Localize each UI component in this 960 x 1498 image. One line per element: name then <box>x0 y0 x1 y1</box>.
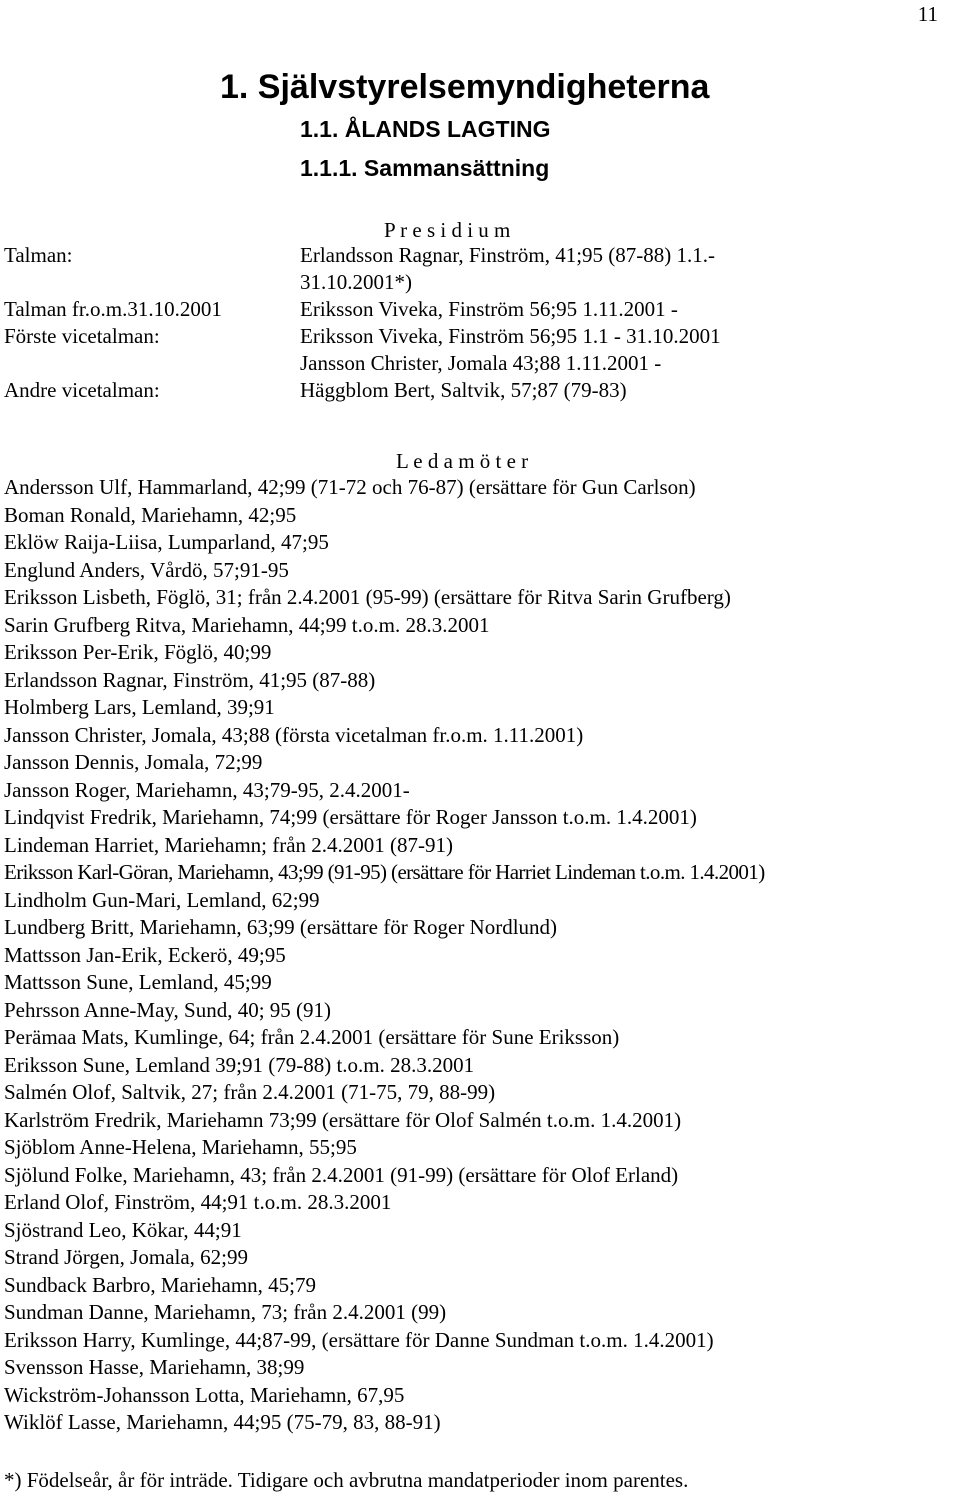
presidium-person: Erlandsson Ragnar, Finström, 41;95 (87-88) 1.1.- <box>300 243 716 267</box>
list-item: Eriksson Harry, Kumlinge, 44;87-99, (ersättare för Danne Sundman t.o.m. 1.4.2001) <box>4 1327 714 1352</box>
list-item: Pehrsson Anne-May, Sund, 40; 95 (91) <box>4 997 332 1022</box>
list-item: Lindeman Harriet, Mariehamn; från 2.4.2001 (87-91) <box>4 832 454 857</box>
list-item: Lindholm Gun-Mari, Lemland, 62;99 <box>4 887 320 912</box>
list-item: Sarin Grufberg Ritva, Mariehamn, 44;99 t.o.m. 28.3.2001 <box>4 612 490 637</box>
list-item: Sjölund Folke, Mariehamn, 43; från 2.4.2001 (91-99) (ersättare för Olof Erland) <box>4 1162 679 1187</box>
list-item: Karlström Fredrik, Mariehamn 73;99 (ersättare för Olof Salmén t.o.m. 1.4.2001) <box>4 1107 682 1132</box>
presidium-person: Häggblom Bert, Saltvik, 57;87 (79-83) <box>300 378 627 402</box>
list-item: Wiklöf Lasse, Mariehamn, 44;95 (75-79, 83, 88-91) <box>4 1410 441 1434</box>
presidium-row <box>4 323 721 350</box>
presidium-person: Eriksson Viveka, Finström 56;95 1.1 - 31.10.2001 <box>300 324 721 348</box>
list-item: Sundman Danne, Mariehamn, 73; från 2.4.2001 (99) <box>4 1300 447 1324</box>
presidium-row <box>4 350 721 377</box>
list-item: Jansson Dennis, Jomala, 72;99 <box>4 750 263 774</box>
list-item: Erlandsson Ragnar, Finström, 41;95 (87-88) <box>4 667 376 692</box>
member-list <box>4 474 765 1437</box>
presidium-role: Talman fr.o.m.31.10.2001 <box>4 297 222 321</box>
list-item: Boman Ronald, Mariehamn, 42;95 <box>4 502 297 527</box>
list-item: Holmberg Lars, Lemland, 39;91 <box>4 695 275 719</box>
section-heading: 1.1. ÅLANDS LAGTING <box>300 116 551 142</box>
list-item: Sjöstrand Leo, Kökar, 44;91 <box>4 1217 242 1242</box>
list-item: Sundback Barbro, Mariehamn, 45;79 <box>4 1272 317 1297</box>
list-item: Mattsson Sune, Lemland, 45;99 <box>4 970 272 994</box>
presidium-role: Talman: <box>4 243 73 267</box>
presidium-role: Andre vicetalman: <box>4 378 160 402</box>
ledamoter-title: L e d a m ö t e r <box>396 449 529 473</box>
presidium-row <box>4 269 721 296</box>
presidium-row <box>4 296 721 323</box>
list-item: Jansson Roger, Mariehamn, 43;79-95, 2.4.2001- <box>4 777 410 802</box>
list-item: Salmén Olof, Saltvik, 27; från 2.4.2001 (71-75, 79, 88-99) <box>4 1080 496 1104</box>
list-item: Lindqvist Fredrik, Mariehamn, 74;99 (ersättare för Roger Jansson t.o.m. 1.4.2001) <box>4 805 697 829</box>
list-item: Sjöblom Anne-Helena, Mariehamn, 55;95 <box>4 1135 357 1159</box>
list-item: Eriksson Per-Erik, Föglö, 40;99 <box>4 640 272 664</box>
list-item: Wickström-Johansson Lotta, Mariehamn, 67,95 <box>4 1382 405 1407</box>
subsection-heading: 1.1.1. Sammansättning <box>300 155 550 181</box>
list-item: Mattsson Jan-Erik, Eckerö, 49;95 <box>4 942 286 967</box>
presidium-row <box>4 242 721 269</box>
list-item: Andersson Ulf, Hammarland, 42;99 (71-72 och 76-87) (ersättare för Gun Carlson) <box>4 475 696 499</box>
list-item: Eriksson Lisbeth, Föglö, 31; från 2.4.2001 (95-99) (ersättare för Ritva Sarin Grufberg) <box>4 585 731 609</box>
presidium-table <box>4 242 721 404</box>
presidium-role <box>4 269 300 296</box>
page-number: 11 <box>917 2 938 26</box>
footnote: *) Födelseår, år för inträde. Tidigare och avbrutna mandatperioder inom parentes. <box>4 1468 689 1492</box>
presidium-person: Jansson Christer, Jomala 43;88 1.11.2001 - <box>300 351 662 375</box>
list-item: Englund Anders, Vårdö, 57;91-95 <box>4 557 289 582</box>
list-item: Lundberg Britt, Mariehamn, 63;99 (ersättare för Roger Nordlund) <box>4 915 558 939</box>
presidium-role: Förste vicetalman: <box>4 324 160 348</box>
presidium-role <box>4 350 300 377</box>
list-item: Eriksson Sune, Lemland 39;91 (79-88) t.o.m. 28.3.2001 <box>4 1052 475 1077</box>
presidium-title: P r e s i d i u m <box>384 218 511 242</box>
list-item: Strand Jörgen, Jomala, 62;99 <box>4 1245 249 1269</box>
list-item: Erland Olof, Finström, 44;91 t.o.m. 28.3.2001 <box>4 1190 392 1214</box>
list-item: Perämaa Mats, Kumlinge, 64; från 2.4.2001 (ersättare för Sune Eriksson) <box>4 1025 620 1049</box>
presidium-person: 31.10.2001*) <box>300 270 412 294</box>
presidium-row <box>4 377 721 404</box>
list-item: Jansson Christer, Jomala, 43;88 (första vicetalman fr.o.m. 1.11.2001) <box>4 722 584 747</box>
presidium-person: Eriksson Viveka, Finström 56;95 1.11.2001 - <box>300 297 678 321</box>
list-item: Eklöw Raija-Liisa, Lumparland, 47;95 <box>4 530 329 554</box>
chapter-heading: 1. Självstyrelsemyndigheterna <box>220 68 710 106</box>
list-item: Eriksson Karl-Göran, Mariehamn, 43;99 (91-95) (ersättare för Harriet Lindeman t.o.m. 1.4.2001) <box>4 860 765 884</box>
list-item: Svensson Hasse, Mariehamn, 38;99 <box>4 1355 305 1379</box>
